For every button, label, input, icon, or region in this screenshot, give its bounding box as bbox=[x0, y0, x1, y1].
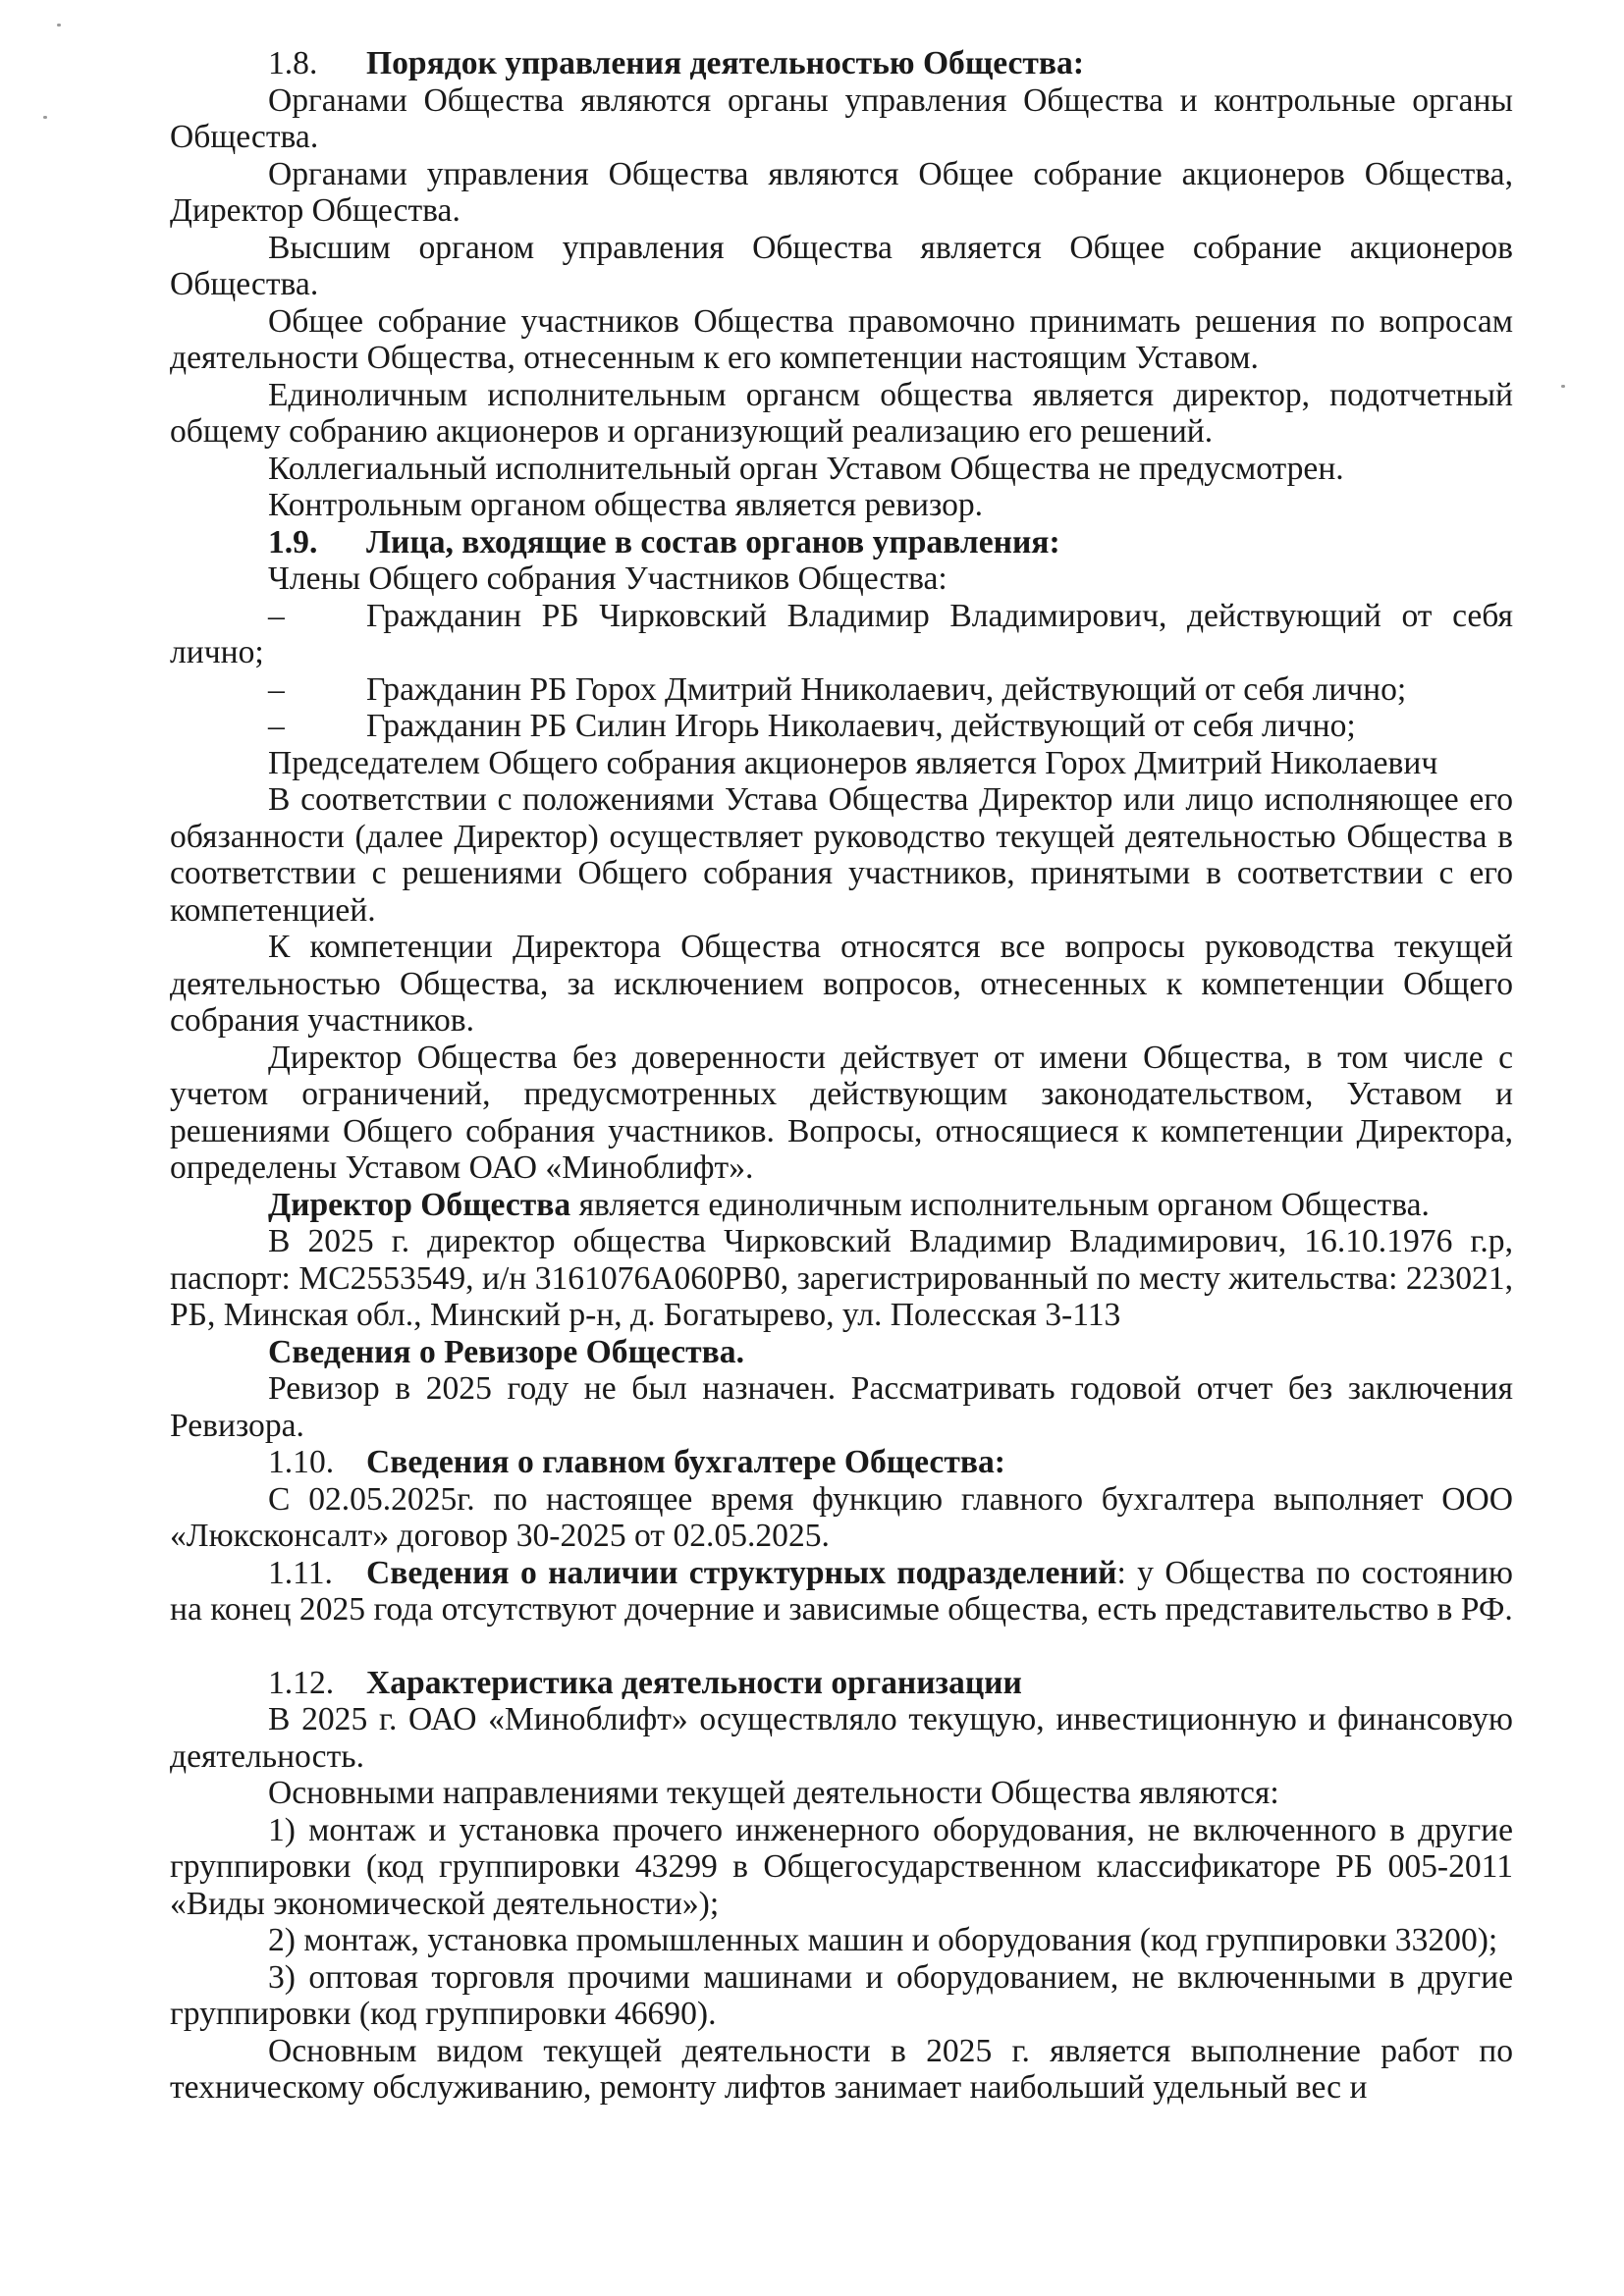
section-title: Сведения о наличии структурных подразделений bbox=[366, 1554, 1117, 1591]
paragraph: Коллегиальный исполнительный орган Уставом Общества не предусмотрен. bbox=[268, 450, 1344, 487]
subheading: Сведения о Ревизоре Общества. bbox=[268, 1333, 744, 1370]
paragraph: Ревизор в 2025 году не был назначен. Рассматривать годовой отчет без заключения Ревизора. bbox=[170, 1370, 1513, 1444]
section-title: Лица, входящие в состав органов управления: bbox=[366, 523, 1060, 561]
member-item: – Гражданин РБ Чирковский Владимир Владимирович, действующий от себя лично; bbox=[170, 597, 1513, 670]
paragraph: Органами Общества являются органы управления Общества и контрольные органы Общества. bbox=[170, 81, 1513, 155]
section-heading-1-10: 1.10. Сведения о главном бухгалтере Общества: bbox=[268, 1444, 1005, 1480]
scan-speck bbox=[1561, 385, 1565, 388]
paragraph: Директор Общества без доверенности действует от имени Общества, в том числе с учетом ограничений, предусмотренных действующим законодательством, Уставом и решениями Общего собрания участников. Вопросы, относящиеся к компетенции Директора, определены Уставом ОАО «Миноблифт». bbox=[170, 1039, 1513, 1186]
dash-bullet: – bbox=[268, 708, 285, 744]
paragraph: Единоличным исполнительным органсм общества является директор, подотчетный общему собранию акционеров и организующий реализацию его решений. bbox=[170, 376, 1513, 450]
member-item: – Гражданин РБ Горох Дмитрий Нниколаевич, действующий от себя лично; bbox=[170, 671, 1513, 709]
paragraph: С 02.05.2025г. по настоящее время функцию главного бухгалтера выполняет ООО «Люксконсалт» договор 30-2025 от 02.05.2025. bbox=[170, 1480, 1513, 1554]
paragraph: В 2025 г. ОАО «Миноблифт» осуществляло текущую, инвестиционную и финансовую деятельность. bbox=[170, 1701, 1513, 1775]
paragraph: Директор Общества является единоличным исполнительным органом Общества. bbox=[268, 1186, 1430, 1223]
scan-speck bbox=[57, 24, 61, 27]
paragraph: В соответствии с положениями Устава Общества Директор или лицо исполняющее его обязанности (далее Директор) осуществляет руководство текущей деятельностью Общества в соответствии с решениями Общего собрания участников, принятыми в соответствии с его компетенцией. bbox=[170, 781, 1513, 929]
member-item: – Гражданин РБ Силин Игорь Николаевич, действующий от себя лично; bbox=[170, 708, 1513, 745]
section-title: Порядок управления деятельностью Общества: bbox=[366, 45, 1085, 81]
paragraph: Председателем Общего собрания акционеров является Горох Дмитрий Николаевич bbox=[268, 744, 1438, 781]
document-page bbox=[170, 45, 1513, 2107]
section-title: Сведения о главном бухгалтере Общества: bbox=[366, 1444, 1005, 1480]
section-paragraph-1-11: 1.11. Сведения о наличии структурных подразделений: у Общества по состоянию на конец 2025 года отсутствуют дочерние и зависимые общества, есть представительство в РФ. bbox=[170, 1554, 1513, 1628]
paragraph: Органами управления Общества являются Общее собрание акционеров Общества, Директор Общества. bbox=[170, 155, 1513, 229]
paragraph: Общее собрание участников Общества правомочно принимать решения по вопросам деятельности Общества, отнесенным к его компетенции настоящим Уставом. bbox=[170, 302, 1513, 376]
paragraph: Основными направлениями текущей деятельности Общества являются: bbox=[268, 1775, 1279, 1811]
paragraph: 1) монтаж и установка прочего инженерного оборудования, не включенного в другие группировки (код группировки 43299 в Общегосударственном классификаторе РБ 005-2011 «Виды экономической деятельности»); bbox=[170, 1811, 1513, 1922]
dash-bullet: – bbox=[268, 597, 285, 634]
section-heading-1-12: 1.12. Характеристика деятельности организации bbox=[268, 1664, 1022, 1701]
paragraph: Члены Общего собрания Участников Общества: bbox=[268, 561, 947, 597]
section-title: Характеристика деятельности организации bbox=[366, 1664, 1022, 1701]
paragraph: В 2025 г. директор общества Чирковский Владимир Владимирович, 16.10.1976 г.р, паспорт: МС2553549, и/н 3161076А060РВ0, зарегистрированный по месту жительства: 223021, РБ, Минская обл., Минский р-н, д. Богатырево, ул. Полесская 3-113 bbox=[170, 1223, 1513, 1333]
scan-speck bbox=[43, 116, 47, 119]
paragraph: К компетенции Директора Общества относятся все вопросы руководства текущей деятельностью Общества, за исключением вопросов, отнесенных к компетенции Общего собрания участников. bbox=[170, 929, 1513, 1039]
paragraph: Контрольным органом общества является ревизор. bbox=[268, 487, 984, 523]
paragraph: Высшим органом управления Общества является Общее собрание акционеров Общества. bbox=[170, 229, 1513, 302]
dash-bullet: – bbox=[268, 670, 285, 708]
section-heading-1-9: 1.9. Лица, входящие в состав органов управления: bbox=[268, 523, 1060, 561]
paragraph: 2) монтаж, установка промышленных машин и оборудования (код группировки 33200); bbox=[268, 1922, 1498, 1958]
paragraph: Основным видом текущей деятельности в 2025 г. является выполнение работ по техническому обслуживанию, ремонту лифтов занимает наибольший удельный вес и bbox=[170, 2032, 1513, 2106]
section-heading-1-8: 1.8. Порядок управления деятельностью Общества: bbox=[268, 45, 1085, 81]
paragraph: 3) оптовая торговля прочими машинами и оборудованием, не включенными в другие группировки (код группировки 46690). bbox=[170, 1958, 1513, 2032]
